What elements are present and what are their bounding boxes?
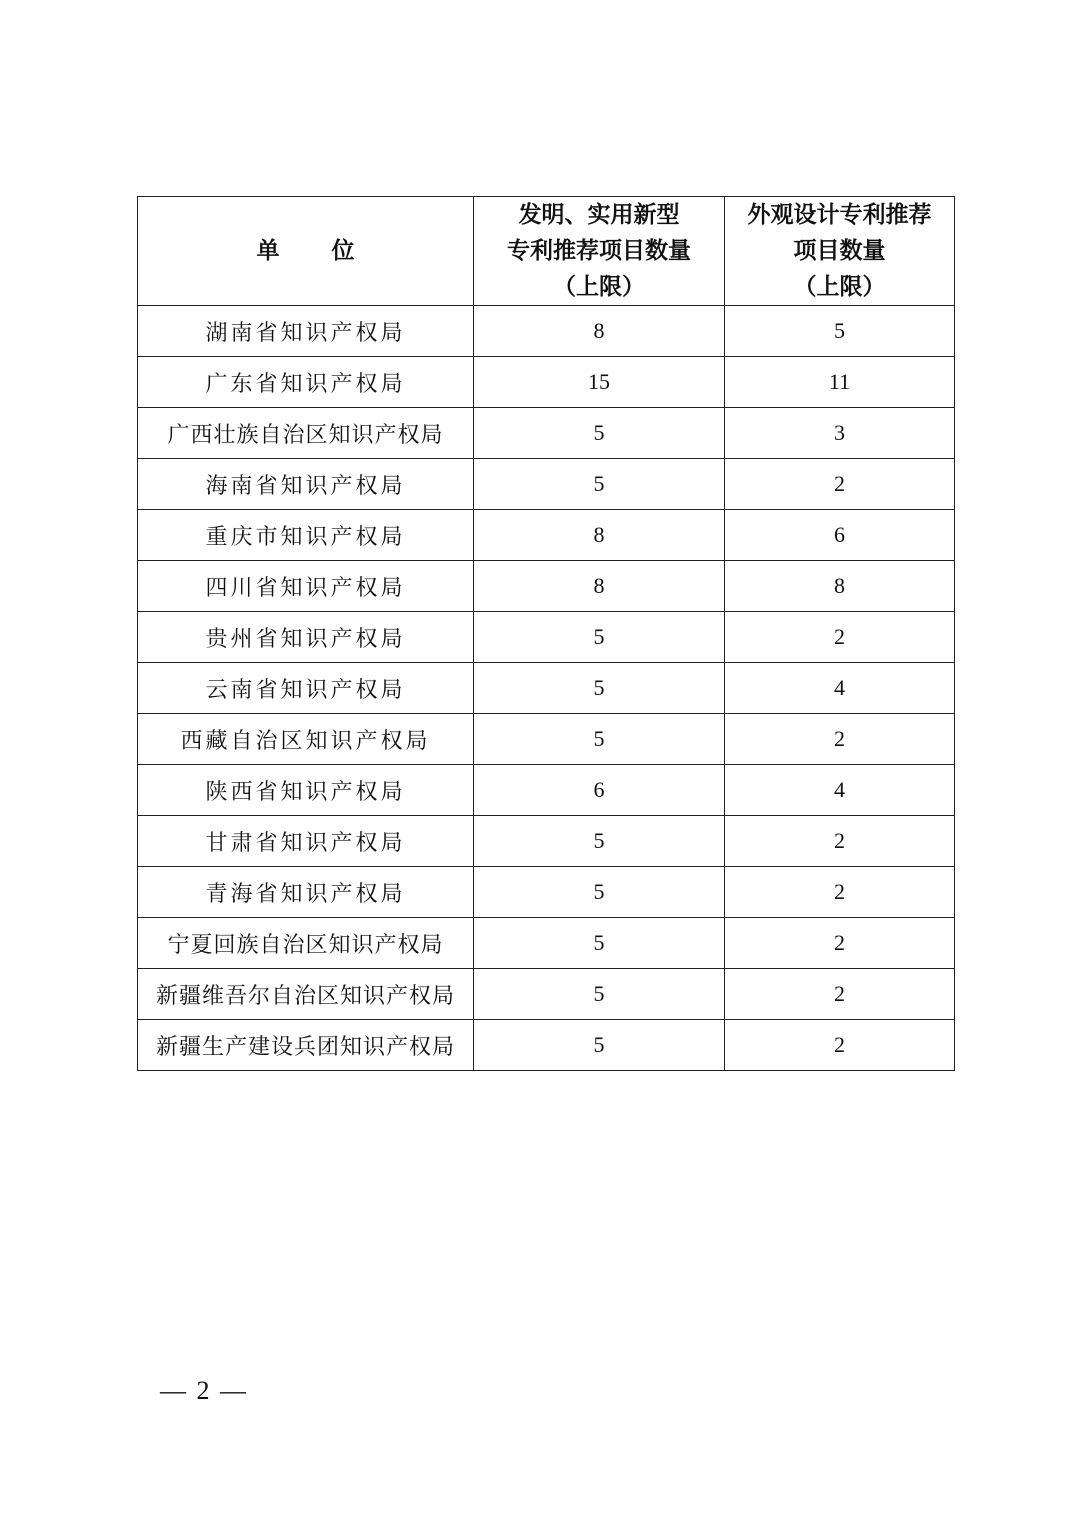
unit-cell: 新疆维吾尔自治区知识产权局 (138, 969, 474, 1020)
table-row (138, 510, 955, 561)
table-row (138, 357, 955, 408)
invention-utility-cell: 5 (474, 1020, 725, 1071)
design-cell: 2 (725, 612, 955, 663)
table-row (138, 867, 955, 918)
invention-utility-cell: 8 (474, 510, 725, 561)
unit-cell: 贵州省知识产权局 (138, 612, 474, 663)
invention-utility-cell: 5 (474, 459, 725, 510)
design-cell: 8 (725, 561, 955, 612)
table-row (138, 969, 955, 1020)
design-cell: 11 (725, 357, 955, 408)
table-body (138, 306, 955, 1071)
invention-utility-cell: 8 (474, 561, 725, 612)
design-cell: 5 (725, 306, 955, 357)
header-invention-line-2: 专利推荐项目数量 (507, 238, 691, 264)
invention-utility-cell: 5 (474, 663, 725, 714)
table-row (138, 663, 955, 714)
unit-cell: 甘肃省知识产权局 (138, 816, 474, 867)
invention-utility-cell: 5 (474, 867, 725, 918)
invention-utility-cell: 5 (474, 918, 725, 969)
unit-cell: 重庆市知识产权局 (138, 510, 474, 561)
header-invention-line-1: 发明、实用新型 (518, 202, 680, 228)
header-unit (138, 197, 474, 306)
invention-utility-cell: 5 (474, 969, 725, 1020)
header-invention-utility (474, 197, 725, 306)
quota-table (137, 196, 955, 1071)
unit-cell: 云南省知识产权局 (138, 663, 474, 714)
design-cell: 6 (725, 510, 955, 561)
design-cell: 2 (725, 918, 955, 969)
design-cell: 2 (725, 714, 955, 765)
header-unit-char-1: 单 (256, 238, 280, 264)
design-cell: 2 (725, 969, 955, 1020)
invention-utility-cell: 5 (474, 816, 725, 867)
header-design (725, 197, 955, 306)
header-unit-char-2: 位 (331, 238, 355, 264)
unit-cell: 西藏自治区知识产权局 (138, 714, 474, 765)
design-cell: 2 (725, 459, 955, 510)
header-design-line-2: 项目数量 (793, 238, 886, 264)
unit-cell: 广西壮族自治区知识产权局 (138, 408, 474, 459)
table-row (138, 714, 955, 765)
header-invention-line-3: （上限） (553, 274, 645, 300)
header-design-line-1: 外观设计专利推荐 (747, 202, 932, 228)
table-row (138, 561, 955, 612)
header-row (138, 197, 955, 306)
design-cell: 2 (725, 1020, 955, 1071)
design-cell: 2 (725, 867, 955, 918)
unit-cell: 湖南省知识产权局 (138, 306, 474, 357)
unit-cell: 宁夏回族自治区知识产权局 (138, 918, 474, 969)
invention-utility-cell: 8 (474, 306, 725, 357)
page-number: — 2 — (160, 1376, 248, 1405)
invention-utility-cell: 5 (474, 714, 725, 765)
header-design-line-3: （上限） (793, 274, 886, 300)
unit-cell: 海南省知识产权局 (138, 459, 474, 510)
table-row (138, 306, 955, 357)
unit-cell: 新疆生产建设兵团知识产权局 (138, 1020, 474, 1071)
unit-cell: 青海省知识产权局 (138, 867, 474, 918)
design-cell: 2 (725, 816, 955, 867)
table-header (138, 197, 955, 306)
invention-utility-cell: 5 (474, 612, 725, 663)
invention-utility-cell: 15 (474, 357, 725, 408)
invention-utility-cell: 6 (474, 765, 725, 816)
design-cell: 3 (725, 408, 955, 459)
unit-cell: 四川省知识产权局 (138, 561, 474, 612)
table-row (138, 612, 955, 663)
table-row (138, 765, 955, 816)
design-cell: 4 (725, 663, 955, 714)
table-row (138, 408, 955, 459)
table-row (138, 1020, 955, 1071)
design-cell: 4 (725, 765, 955, 816)
table-row (138, 459, 955, 510)
table-row (138, 918, 955, 969)
unit-cell: 陕西省知识产权局 (138, 765, 474, 816)
table-row (138, 816, 955, 867)
invention-utility-cell: 5 (474, 408, 725, 459)
unit-cell: 广东省知识产权局 (138, 357, 474, 408)
